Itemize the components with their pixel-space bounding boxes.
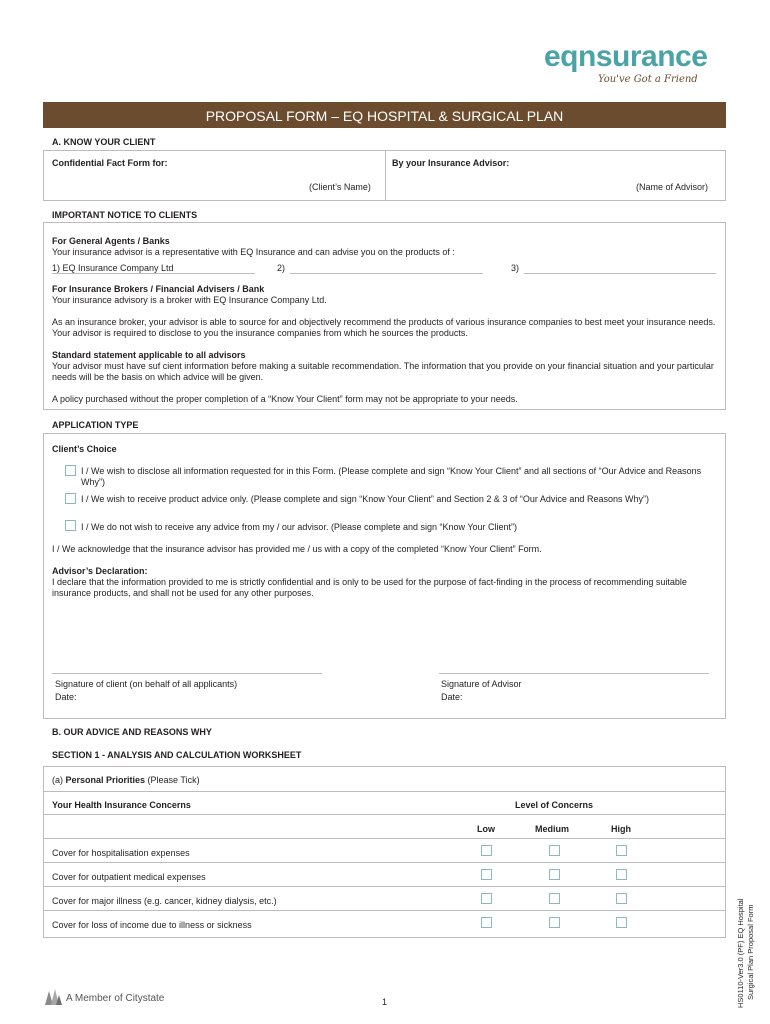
brokers-title: For Insurance Brokers / Financial Advisers / Bank [52, 284, 265, 294]
policy-text: A policy purchased without the proper completion of a “Know Your Client” form may not be appropriate to your needs. [52, 394, 518, 404]
form-code-vertical [736, 848, 756, 1008]
standard-title: Standard statement applicable to all advisors [52, 350, 246, 360]
brokers-text: Your insurance advisory is a broker with EQ Insurance Company Ltd. [52, 295, 327, 305]
row-4-low-checkbox[interactable] [481, 917, 492, 928]
row-divider-1 [43, 862, 726, 863]
option-1-checkbox[interactable] [65, 465, 76, 476]
section-1-heading: SECTION 1 - ANALYSIS AND CALCULATION WORKSHEET [52, 750, 302, 760]
fact-form-label: Confidential Fact Form for: [52, 158, 168, 168]
section-b-heading: B. OUR ADVICE AND REASONS WHY [52, 727, 212, 737]
concern-row-1: Cover for hospitalisation expenses [52, 848, 190, 858]
client-signature-label: Signature of client (on behalf of all applicants) [55, 679, 238, 689]
concern-row-3: Cover for major illness (e.g. cancer, kidney dialysis, etc.) [52, 896, 277, 906]
title-banner [43, 102, 726, 128]
row-divider-2 [43, 886, 726, 887]
declaration-title: Advisor’s Declaration: [52, 566, 148, 576]
broker-paragraph: As an insurance broker, your advisor is able to source for and objectively recommend the products of various insurance companies to best meet your insurance needs. Your advisor is required to disclose to you the insurance companies from which he sources the products. [52, 317, 716, 338]
option-1-text: I / We wish to disclose all information requested for in this Form. (Please complete and sign “Know Your Client” and all sections of “Our Advice and Reasons Why”) [81, 466, 702, 487]
page-title: PROPOSAL FORM – EQ HOSPITAL & SURGICAL PLAN [205, 108, 564, 124]
concern-row-4: Cover for loss of income due to illness or sickness [52, 920, 252, 930]
level-low: Low [477, 824, 495, 834]
citystate-logo-icon [43, 987, 63, 1007]
row-2-medium-checkbox[interactable] [549, 869, 560, 880]
company-3-line[interactable] [524, 273, 716, 274]
client-date-label: Date: [55, 692, 77, 702]
declaration-text: I declare that the information provided to me is strictly confidential and is only to be used for the purpose of fact-finding in the process of recommending suitable insurance products, and shall not be used for any other purposes. [52, 577, 687, 598]
notice-heading: IMPORTANT NOTICE TO CLIENTS [52, 210, 198, 220]
row-2-low-checkbox[interactable] [481, 869, 492, 880]
client-signature-line[interactable] [52, 673, 322, 674]
company-2-line[interactable] [290, 273, 483, 274]
priorities-label: (a) Personal Priorities (Please Tick) [52, 775, 200, 785]
page-number: 1 [382, 997, 388, 1007]
option-2-text: I / We wish to receive product advice only. (Please complete and sign “Know Your Client” and Section 2 & 3 of “Our Advice and Reasons Why”) [81, 494, 649, 504]
advisor-signature-line[interactable] [439, 673, 709, 674]
row-1-low-checkbox[interactable] [481, 845, 492, 856]
company-1: 1) EQ Insurance Company Ltd [52, 263, 174, 273]
company-3-label: 3) [511, 263, 520, 273]
logo-text: eqnsurance [544, 40, 708, 73]
company-1-line[interactable] [52, 273, 255, 274]
row-3-low-checkbox[interactable] [481, 893, 492, 904]
table-divider-2 [43, 814, 726, 815]
row-2-high-checkbox[interactable] [616, 869, 627, 880]
form-code-line-1: HS0110-Ver3.0 (PF) EQ Hospital [736, 898, 745, 1008]
table-divider-3 [43, 838, 726, 839]
option-2-checkbox[interactable] [65, 493, 76, 504]
advisor-date-label: Date: [441, 692, 463, 702]
application-heading: APPLICATION TYPE [52, 420, 139, 430]
form-code-line-2: Surgical Plan Proposal Form [746, 904, 755, 1000]
agents-title: For General Agents / Banks [52, 236, 170, 246]
company-logo [540, 40, 730, 90]
table-divider-1 [43, 791, 726, 792]
level-medium: Medium [535, 824, 570, 834]
acknowledge-text: I / We acknowledge that the insurance advisor has provided me / us with a copy of the completed “Know Your Client” Form. [52, 544, 542, 554]
row-divider-3 [43, 910, 726, 911]
row-1-medium-checkbox[interactable] [549, 845, 560, 856]
agents-text: Your insurance advisor is a representative with EQ Insurance and can advise you on the products of : [52, 247, 455, 257]
option-3-checkbox[interactable] [65, 520, 76, 531]
row-1-high-checkbox[interactable] [616, 845, 627, 856]
fact-box-divider [385, 150, 386, 201]
standard-text: Your advisor must have suf cient information before making a suitable recommendation. The information that you provide on your financial situation and your particular needs will be the basis on which advice will be given. [52, 361, 714, 382]
option-3-text: I / We do not wish to receive any advice from my / our advisor. (Please complete and sign “Know Your Client”) [81, 522, 518, 532]
row-4-high-checkbox[interactable] [616, 917, 627, 928]
client-name-field[interactable]: (Client’s Name) [309, 182, 371, 192]
member-text: A Member of Citystate [66, 993, 165, 1004]
choice-label: Client’s Choice [52, 444, 117, 454]
company-2-label: 2) [277, 263, 286, 273]
row-4-medium-checkbox[interactable] [549, 917, 560, 928]
level-high: High [611, 824, 631, 834]
logo-tagline: You've Got a Friend [598, 74, 698, 85]
section-a-heading: A. KNOW YOUR CLIENT [52, 137, 156, 147]
advisor-signature-label: Signature of Advisor [441, 679, 522, 689]
concerns-header: Your Health Insurance Concerns [52, 800, 191, 810]
advisor-name-field[interactable]: (Name of Advisor) [636, 182, 709, 192]
concern-row-2: Cover for outpatient medical expenses [52, 872, 206, 882]
level-header: Level of Concerns [515, 800, 594, 810]
row-3-high-checkbox[interactable] [616, 893, 627, 904]
row-3-medium-checkbox[interactable] [549, 893, 560, 904]
advisor-label: By your Insurance Advisor: [392, 158, 510, 168]
